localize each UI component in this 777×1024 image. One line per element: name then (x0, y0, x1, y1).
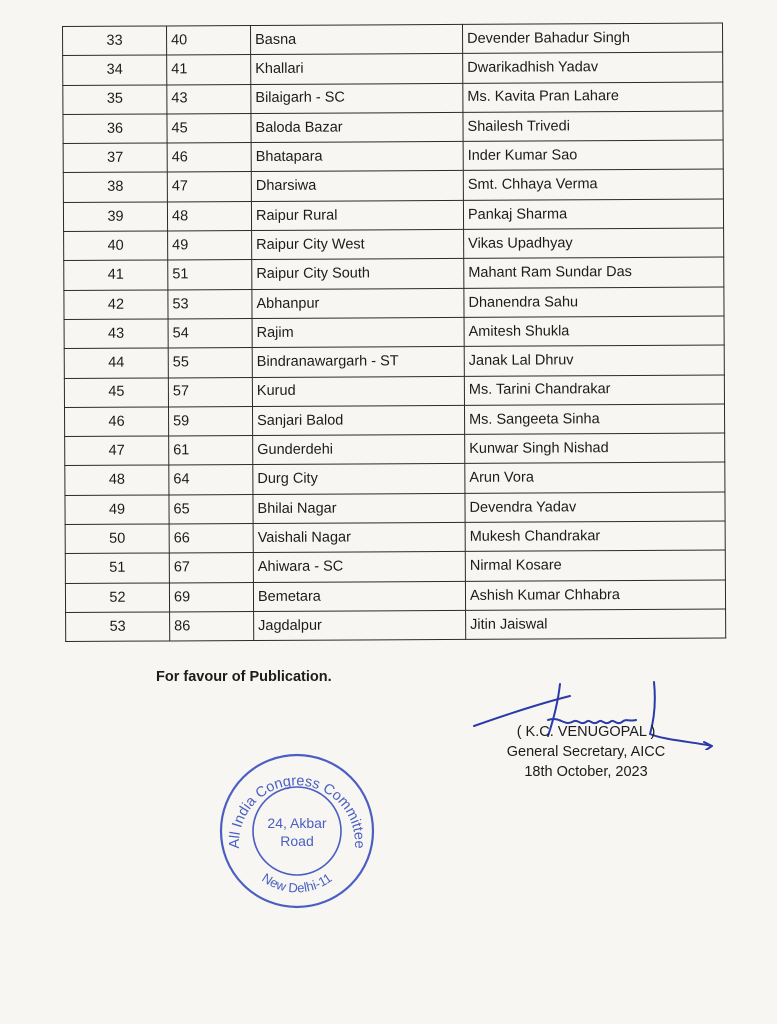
constituency-cell: Sanjari Balod (252, 405, 464, 435)
constituency-cell: Raipur City West (252, 229, 464, 259)
ac-number-cell: 41 (167, 55, 251, 85)
issue-date: 18th October, 2023 (524, 764, 648, 780)
ac-number-cell: 55 (168, 348, 252, 378)
ac-number-cell: 53 (168, 289, 252, 319)
constituency-cell: Bilaigarh - SC (251, 83, 463, 113)
table-row (63, 140, 723, 173)
ac-number-cell: 65 (169, 494, 253, 524)
stamp-address-line1: 24, Akbar (267, 815, 327, 831)
candidate-name-cell: Vikas Upadhyay (464, 228, 724, 259)
candidate-name-cell: Ms. Tarini Chandrakar (464, 375, 724, 406)
candidate-name-cell: Shailesh Trivedi (463, 111, 723, 142)
table-row (66, 609, 726, 642)
ac-number-cell: 43 (167, 84, 251, 114)
candidate-name-cell: Devendra Yadav (465, 492, 725, 523)
table-row (65, 580, 725, 613)
serial-number-cell: 47 (65, 436, 169, 466)
candidate-name-cell: Arun Vora (465, 462, 725, 493)
ac-number-cell: 49 (168, 231, 252, 261)
constituency-cell: Bhatapara (251, 142, 463, 172)
table-row (65, 550, 725, 583)
serial-number-cell: 45 (64, 378, 168, 408)
candidate-name-cell: Mahant Ram Sundar Das (464, 257, 724, 288)
publication-note: For favour of Publication. (156, 669, 332, 685)
ac-number-cell: 66 (169, 524, 253, 554)
ac-number-cell: 47 (167, 172, 251, 202)
ac-number-cell: 64 (169, 465, 253, 495)
serial-number-cell: 36 (63, 114, 167, 144)
table-row (65, 521, 725, 554)
table-row (63, 23, 723, 56)
constituency-cell: Rajim (252, 317, 464, 347)
constituency-cell: Jagdalpur (254, 610, 466, 640)
candidate-table-body (63, 23, 726, 642)
constituency-cell: Dharsiwa (251, 171, 463, 201)
svg-text:New Delhi-11 (259, 870, 334, 895)
table-row (65, 433, 725, 466)
candidate-name-cell: Amitesh Shukla (464, 316, 724, 347)
candidate-name-cell: Nirmal Kosare (465, 550, 725, 581)
ac-number-cell: 67 (169, 553, 253, 583)
constituency-cell: Bhilai Nagar (253, 493, 465, 523)
candidate-name-cell: Jitin Jaiswal (466, 609, 726, 640)
serial-number-cell: 39 (63, 202, 167, 232)
candidate-name-cell: Smt. Chhaya Verma (463, 170, 723, 201)
ac-number-cell: 59 (168, 406, 252, 436)
stamp-outer-text: All India Congress Committee (226, 773, 368, 849)
constituency-cell: Abhanpur (252, 288, 464, 318)
aicc-rubber-stamp (216, 750, 378, 912)
serial-number-cell: 34 (63, 55, 167, 85)
candidate-list-table (62, 23, 726, 643)
table-row (64, 375, 724, 408)
serial-number-cell: 38 (63, 172, 167, 202)
ac-number-cell: 40 (167, 26, 251, 56)
constituency-cell: Gunderdehi (253, 435, 465, 465)
candidate-name-cell: Dwarikadhish Yadav (463, 52, 723, 83)
constituency-cell: Kurud (252, 376, 464, 406)
serial-number-cell: 43 (64, 319, 168, 349)
stamp-bottom-text: New Delhi-11 (259, 870, 335, 896)
constituency-cell: Bindranawargarh - ST (252, 347, 464, 377)
table-row (64, 404, 724, 437)
constituency-cell: Ahiwara - SC (253, 552, 465, 582)
table-row (64, 228, 724, 261)
serial-number-cell: 33 (63, 26, 167, 56)
table-row (65, 492, 725, 525)
candidate-name-cell: Ashish Kumar Chhabra (465, 580, 725, 611)
serial-number-cell: 46 (64, 407, 168, 437)
candidate-name-cell: Ms. Sangeeta Sinha (464, 404, 724, 435)
candidate-name-cell: Dhanendra Sahu (464, 287, 724, 318)
serial-number-cell: 41 (64, 260, 168, 290)
candidate-name-cell: Pankaj Sharma (463, 199, 723, 230)
serial-number-cell: 44 (64, 348, 168, 378)
table-row (63, 199, 723, 232)
constituency-cell: Basna (251, 24, 463, 54)
constituency-cell: Baloda Bazar (251, 112, 463, 142)
constituency-cell: Raipur Rural (251, 200, 463, 230)
signatory-block (470, 722, 702, 782)
ac-number-cell: 86 (170, 611, 254, 641)
ac-number-cell: 45 (167, 113, 251, 143)
table-row (63, 82, 723, 115)
serial-number-cell: 40 (64, 231, 168, 261)
candidate-name-cell: Devender Bahadur Singh (462, 23, 722, 54)
table-row (63, 111, 723, 144)
table-row (65, 462, 725, 495)
signatory-name: ( K.C. VENUGOPAL ) (516, 724, 656, 740)
candidate-name-cell: Mukesh Chandrakar (465, 521, 725, 552)
constituency-cell: Bemetara (253, 581, 465, 611)
ac-number-cell: 61 (169, 436, 253, 466)
serial-number-cell: 53 (66, 612, 170, 642)
table-row (64, 257, 724, 290)
ac-number-cell: 69 (169, 582, 253, 612)
candidate-name-cell: Kunwar Singh Nishad (465, 433, 725, 464)
ac-number-cell: 51 (168, 260, 252, 290)
stamp-address-line2: Road (280, 833, 314, 849)
table-row (63, 52, 723, 85)
constituency-cell: Khallari (251, 54, 463, 84)
signatory-title: General Secretary, AICC (506, 744, 666, 760)
ac-number-cell: 57 (168, 377, 252, 407)
table-row (64, 345, 724, 378)
candidate-name-cell: Ms. Kavita Pran Lahare (463, 82, 723, 113)
serial-number-cell: 50 (65, 524, 169, 554)
constituency-cell: Vaishali Nagar (253, 522, 465, 552)
serial-number-cell: 52 (65, 583, 169, 613)
serial-number-cell: 48 (65, 465, 169, 495)
ac-number-cell: 54 (168, 318, 252, 348)
serial-number-cell: 42 (64, 290, 168, 320)
table-row (63, 170, 723, 203)
constituency-cell: Raipur City South (252, 259, 464, 289)
table-row (64, 287, 724, 320)
ac-number-cell: 48 (167, 201, 251, 231)
serial-number-cell: 49 (65, 495, 169, 525)
ac-number-cell: 46 (167, 143, 251, 173)
constituency-cell: Durg City (253, 464, 465, 494)
table-row (64, 316, 724, 349)
candidate-name-cell: Inder Kumar Sao (463, 140, 723, 171)
candidate-name-cell: Janak Lal Dhruv (464, 345, 724, 376)
serial-number-cell: 51 (65, 553, 169, 583)
serial-number-cell: 35 (63, 85, 167, 115)
serial-number-cell: 37 (63, 143, 167, 173)
